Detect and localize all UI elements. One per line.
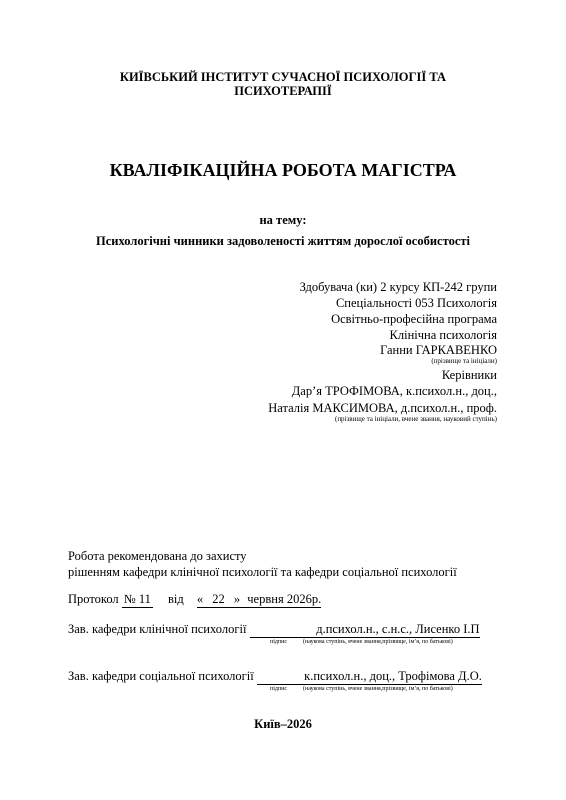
student-specialty: Спеціальності 053 Психологія bbox=[335, 296, 497, 310]
supervisors-label: Керівники bbox=[441, 368, 497, 382]
protocol-date bbox=[197, 592, 321, 608]
head-social-value: к.психол.н., доц., Трофімова Д.О. bbox=[257, 669, 482, 685]
head-clinical-line bbox=[68, 622, 480, 638]
protocol-number: № 11 bbox=[123, 592, 151, 606]
protocol-day: 22 bbox=[212, 592, 225, 606]
head-social-sign-caption: підпис bbox=[270, 686, 288, 692]
student-name-caption: (прізвище та ініціали) bbox=[431, 357, 497, 365]
student-name: Ганни ГАРКАВЕНКО bbox=[380, 343, 497, 357]
protocol-label: Протокол bbox=[68, 592, 119, 606]
supervisor-1: Дар’я ТРОФІМОВА, к.психол.н., доц., bbox=[291, 384, 497, 398]
head-social-info-caption: (наукова ступінь, вчене звання,прізвище, ім’я, по батькові) bbox=[303, 686, 453, 692]
recommendation-line-1: Робота рекомендована до захисту bbox=[68, 549, 247, 563]
head-clinical-label: Зав. кафедри клінічної психології bbox=[68, 622, 247, 636]
head-clinical-value: д.психол.н., с.н.с., Лисенко І.П bbox=[250, 622, 480, 638]
student-program-label: Освітньо-професійна програма bbox=[331, 312, 497, 326]
theme-label: на тему: bbox=[259, 213, 307, 227]
institute-name bbox=[0, 70, 566, 98]
supervisors-caption: (прізвище та ініціали, вчене звання, науковий ступінь) bbox=[334, 415, 497, 423]
student-course: Здобувача (ки) 2 курсу КП-242 групи bbox=[299, 280, 497, 294]
institute-line-1: КИЇВСЬКИЙ ІНСТИТУТ СУЧАСНОЇ ПСИХОЛОГІЇ ТА bbox=[119, 70, 447, 84]
city-year: Київ–2026 bbox=[254, 717, 312, 731]
document-title: КВАЛІФІКАЦІЙНА РОБОТА МАГІСТРА bbox=[109, 160, 457, 180]
recommendation-line-2: рішенням кафедри клінічної психології та кафедри соціальної психології bbox=[68, 565, 457, 579]
protocol-date-open: « bbox=[196, 592, 204, 606]
head-clinical-sign-caption: підпис bbox=[270, 639, 288, 645]
protocol-month-year: червня 2026р. bbox=[247, 592, 322, 606]
protocol-line bbox=[68, 592, 321, 608]
protocol-date-close: » bbox=[233, 592, 241, 606]
thesis-topic: Психологічні чинники задоволеності життям дорослої особистості bbox=[96, 234, 470, 248]
supervisor-2: Наталія МАКСИМОВА, д.психол.н., проф. bbox=[268, 401, 497, 415]
student-program: Клінічна психологія bbox=[389, 328, 497, 342]
head-clinical-info-caption: (наукова ступінь, вчене звання,прізвище, ім’я, по батькові) bbox=[303, 639, 453, 645]
head-social-line bbox=[68, 669, 482, 685]
institute-line-2: ПСИХОТЕРАПІЇ bbox=[234, 84, 332, 98]
protocol-from: від bbox=[168, 592, 184, 606]
head-social-label: Зав. кафедри соціальної психології bbox=[68, 669, 254, 683]
